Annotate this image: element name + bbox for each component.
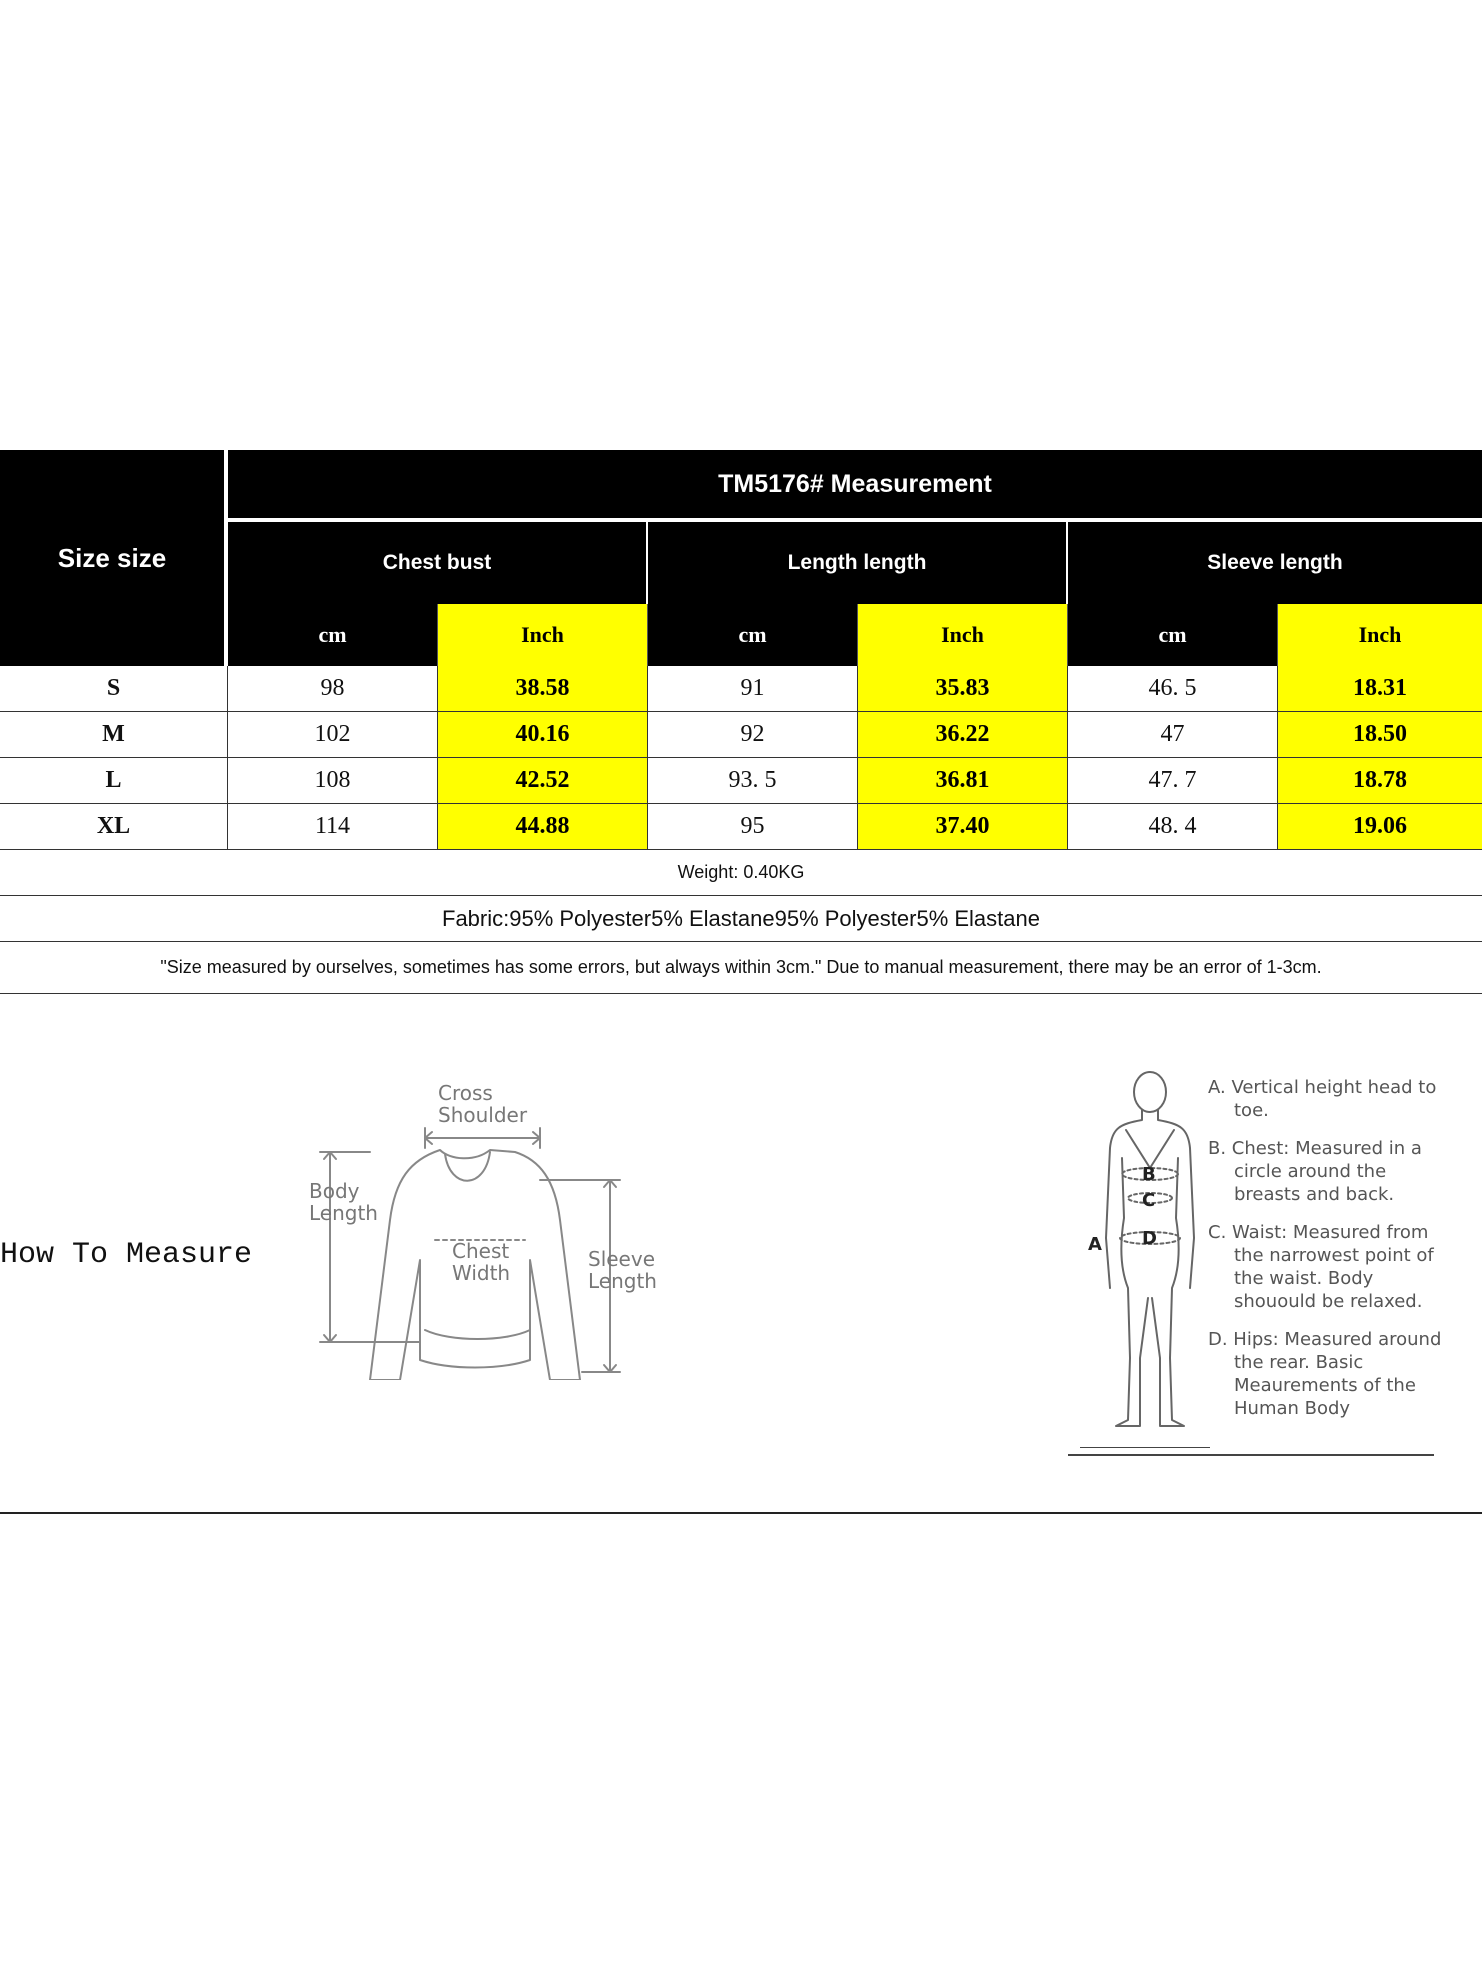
sleeve-length-label: Sleeve Length bbox=[588, 1247, 657, 1293]
group-header-sleeve: Sleeve length bbox=[1068, 522, 1482, 604]
length-inch-cell: 36.22 bbox=[858, 712, 1068, 757]
chest-inch-cell: 44.88 bbox=[438, 804, 648, 849]
size-cell: XL bbox=[0, 804, 228, 849]
sleeve-cm-cell: 48. 4 bbox=[1068, 804, 1278, 849]
body-figure-baseline bbox=[1068, 1453, 1434, 1457]
length-inch-cell: 36.81 bbox=[858, 758, 1068, 803]
group-header-chest: Chest bust bbox=[228, 522, 648, 604]
disclaimer-note: "Size measured by ourselves, sometimes has some errors, but always within 3cm." Due to manual measurement, there may be an error of 1-3cm. bbox=[0, 942, 1482, 994]
size-column-header: Size size bbox=[0, 450, 226, 666]
measurement-legend bbox=[1208, 1076, 1458, 1435]
sleeve-inch-cell: 18.50 bbox=[1278, 712, 1482, 757]
chest-inch-cell: 38.58 bbox=[438, 666, 648, 711]
marker-a: A bbox=[1088, 1234, 1102, 1255]
marker-b: B bbox=[1142, 1164, 1156, 1185]
length-cm-cell: 92 bbox=[648, 712, 858, 757]
chest-cm-cell: 114 bbox=[228, 804, 438, 849]
body-figure-diagram bbox=[1080, 1068, 1210, 1448]
cross-shoulder-label: Cross Shoulder bbox=[438, 1081, 528, 1127]
sleeve-inch-cell: 19.06 bbox=[1278, 804, 1482, 849]
group-header-length: Length length bbox=[648, 522, 1068, 604]
marker-d: D bbox=[1142, 1228, 1157, 1249]
body-length-label: Body Length bbox=[309, 1179, 378, 1225]
chest-cm-cell: 102 bbox=[228, 712, 438, 757]
chest-inch-cell: 42.52 bbox=[438, 758, 648, 803]
table-row bbox=[0, 758, 1482, 804]
table-row bbox=[0, 712, 1482, 758]
chest-cm-cell: 108 bbox=[228, 758, 438, 803]
size-cell: L bbox=[0, 758, 228, 803]
legend-item: B. Chest: Measured in a circle around the breasts and back. bbox=[1208, 1138, 1422, 1205]
length-cm-cell: 95 bbox=[648, 804, 858, 849]
how-to-measure-heading: How To Measure bbox=[0, 1238, 253, 1272]
legend-item: D. Hips: Measured around the rear. Basic Meaurements of the Human Body bbox=[1208, 1329, 1442, 1419]
unit-header: Inch bbox=[1278, 604, 1482, 666]
size-cell: S bbox=[0, 666, 228, 711]
length-inch-cell: 37.40 bbox=[858, 804, 1068, 849]
chest-width-label: Chest Width bbox=[452, 1239, 511, 1285]
table-row bbox=[0, 804, 1482, 850]
chest-cm-cell: 98 bbox=[228, 666, 438, 711]
legend-item: A. Vertical height head to toe. bbox=[1208, 1077, 1437, 1121]
unit-header: cm bbox=[1068, 604, 1278, 666]
legend-item: C. Waist: Measured from the narrowest point of the waist. Body shouould be relaxed. bbox=[1208, 1222, 1434, 1312]
sleeve-inch-cell: 18.31 bbox=[1278, 666, 1482, 711]
length-cm-cell: 91 bbox=[648, 666, 858, 711]
table-row bbox=[0, 666, 1482, 712]
fabric-note: Fabric:95% Polyester5% Elastane95% Polyester5% Elastane bbox=[0, 896, 1482, 942]
section-divider bbox=[0, 1512, 1482, 1514]
sleeve-cm-cell: 47 bbox=[1068, 712, 1278, 757]
sleeve-cm-cell: 47. 7 bbox=[1068, 758, 1278, 803]
weight-note: Weight: 0.40KG bbox=[0, 850, 1482, 896]
table-title: TM5176# Measurement bbox=[228, 450, 1482, 520]
length-cm-cell: 93. 5 bbox=[648, 758, 858, 803]
size-cell: M bbox=[0, 712, 228, 757]
unit-header: cm bbox=[648, 604, 858, 666]
chest-inch-cell: 40.16 bbox=[438, 712, 648, 757]
sleeve-cm-cell: 46. 5 bbox=[1068, 666, 1278, 711]
unit-header: cm bbox=[228, 604, 438, 666]
unit-header: Inch bbox=[438, 604, 648, 666]
sleeve-inch-cell: 18.78 bbox=[1278, 758, 1482, 803]
length-inch-cell: 35.83 bbox=[858, 666, 1068, 711]
marker-c: C bbox=[1142, 1190, 1156, 1211]
unit-header: Inch bbox=[858, 604, 1068, 666]
